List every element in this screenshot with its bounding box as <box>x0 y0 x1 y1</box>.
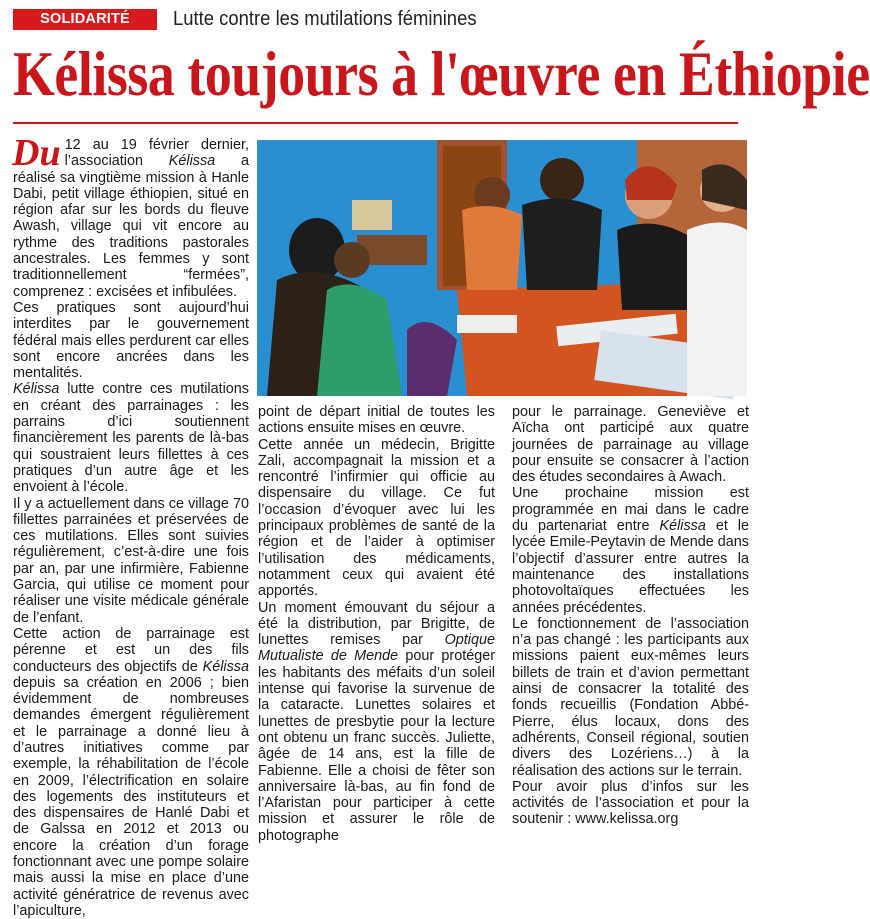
photo-illustration <box>257 140 747 396</box>
paragraph: Cette année un médecin, Brigitte Zali, accompagnait la mission et a rencontré l’infirmier qui officie au dispensaire du village. Ce fut l’occasion d’évoquer avec lui les principaux problèmes de santé de la région et de l’aider à optimiser l’utilisation des médicaments, notamment ceux qui avaient été apportés. <box>258 436 495 600</box>
paragraph: pour le parrainage. Geneviève et Aïcha ont participé aux quatre journées de parrainage au village pour ensuite se consacrer à l’action des études secondaires à Awach. <box>512 404 749 486</box>
article-column-1 <box>12 132 249 919</box>
drop-cap: Du <box>12 132 61 174</box>
article-column-3 <box>512 404 749 828</box>
paragraph: Ces pratiques sont aujourd’hui interdites par le gouvernement fédéral mais elles perdurent car elles sont encore ancrées dans les mentalités. <box>13 299 249 382</box>
paragraph: Un moment émouvant du séjour a été la distribution, par Brigitte, de lunettes remises par Optique Mutualiste de Mende pour protéger les habitants des méfaits d’un soleil intense qui favorise la survenue de la cataracte. Lunettes solaires et lunettes de presbytie pour la lecture ont obtenu un franc succès. Juliette, âgée de 14 ans, est la fille de Fabienne. Elle a choisi de fêter son anniversaire là-bas, au fin fond de l’Afaristan pour participer à cette mission et assurer le rôle de photographe <box>258 599 495 844</box>
paragraph: Une prochaine mission est programmée en mai dans le cadre du partenariat entre Kélissa et le lycée Emile-Peytavin de Mende dans l’objectif d’assurer entre autres la maintenance des installations photovoltaïques effectuées les années précédentes. <box>512 485 749 616</box>
paragraph: Du 12 au 19 février dernier, l’association Kélissa a réalisé sa vingtième mission à Hanle Dabi, petit village éthiopien, situé en région afar sur les bords du fleuve Awash, village qui vit encore au rythme des traditions pastorales ancestrales. Les femmes y sont traditionnellement “fermées”, comprenez : excisées et infibulées. <box>12 132 249 300</box>
paragraph: Kélissa lutte contre ces mutilations en créant des parrainages : les parrains d’ici soutiennent financièrement les parents de là-bas qui soustraient leurs fillettes à ces pratiques d’un autre âge et les envoient à l’école. <box>13 381 249 496</box>
article-photo <box>257 140 747 396</box>
article-column-2 <box>258 404 495 844</box>
article-headline: Kélissa toujours à l'œuvre en Éthiopie <box>13 38 870 109</box>
headline-rule <box>13 122 738 124</box>
section-kicker: SOLIDARITÉ <box>13 9 157 30</box>
paragraph: Cette action de parrainage est pérenne et est un des fils conducteurs des objectifs de Kélissa depuis sa création en 2006 ; bien évidemment de nombreuses demandes émergent régulièrement et le parrainage a donné lieu à d’autres initiatives comme par exemple, la réhabilitation de l’école en 2009, l’électrification en solaire des logements des instituteurs et des dispensaires de Hanlé Dabi et de Galssa en 2012 et 2013 ou encore la création d’un forage fonctionnant avec une pompe solaire mais aussi la mise en place d’une activité génératrice de revenus avec l’apiculture, <box>13 625 249 919</box>
paragraph: Il y a actuellement dans ce village 70 fillettes parrainées et préservées de ces mutilations. Elles sont suivies régulièrement, c’est-à-dire une fois par an, par une infirmière, Fabienne Garcia, qui utilise ce moment pour réaliser une visite médicale générale de l’enfant. <box>13 495 249 626</box>
paragraph: point de départ initial de toutes les actions ensuite mises en œuvre. <box>258 404 495 437</box>
paragraph: Le fonctionnement de l’association n’a pas changé : les participants aux missions paient eux-mêmes leurs billets de train et d’avion permettant ainsi de consacrer la totalité des fonds recueillis (Fondation Abbé-Pierre, élus locaux, dons des adhérents, Conseil régional, soutien divers des Lozériens…) à la réalisation des actions sur le terrain. <box>512 615 749 779</box>
paragraph: Pour avoir plus d’infos sur les activités de l’association et pour la soutenir : www.kelissa.org <box>512 778 749 828</box>
article-subtitle: Lutte contre les mutilations féminines <box>173 7 477 30</box>
